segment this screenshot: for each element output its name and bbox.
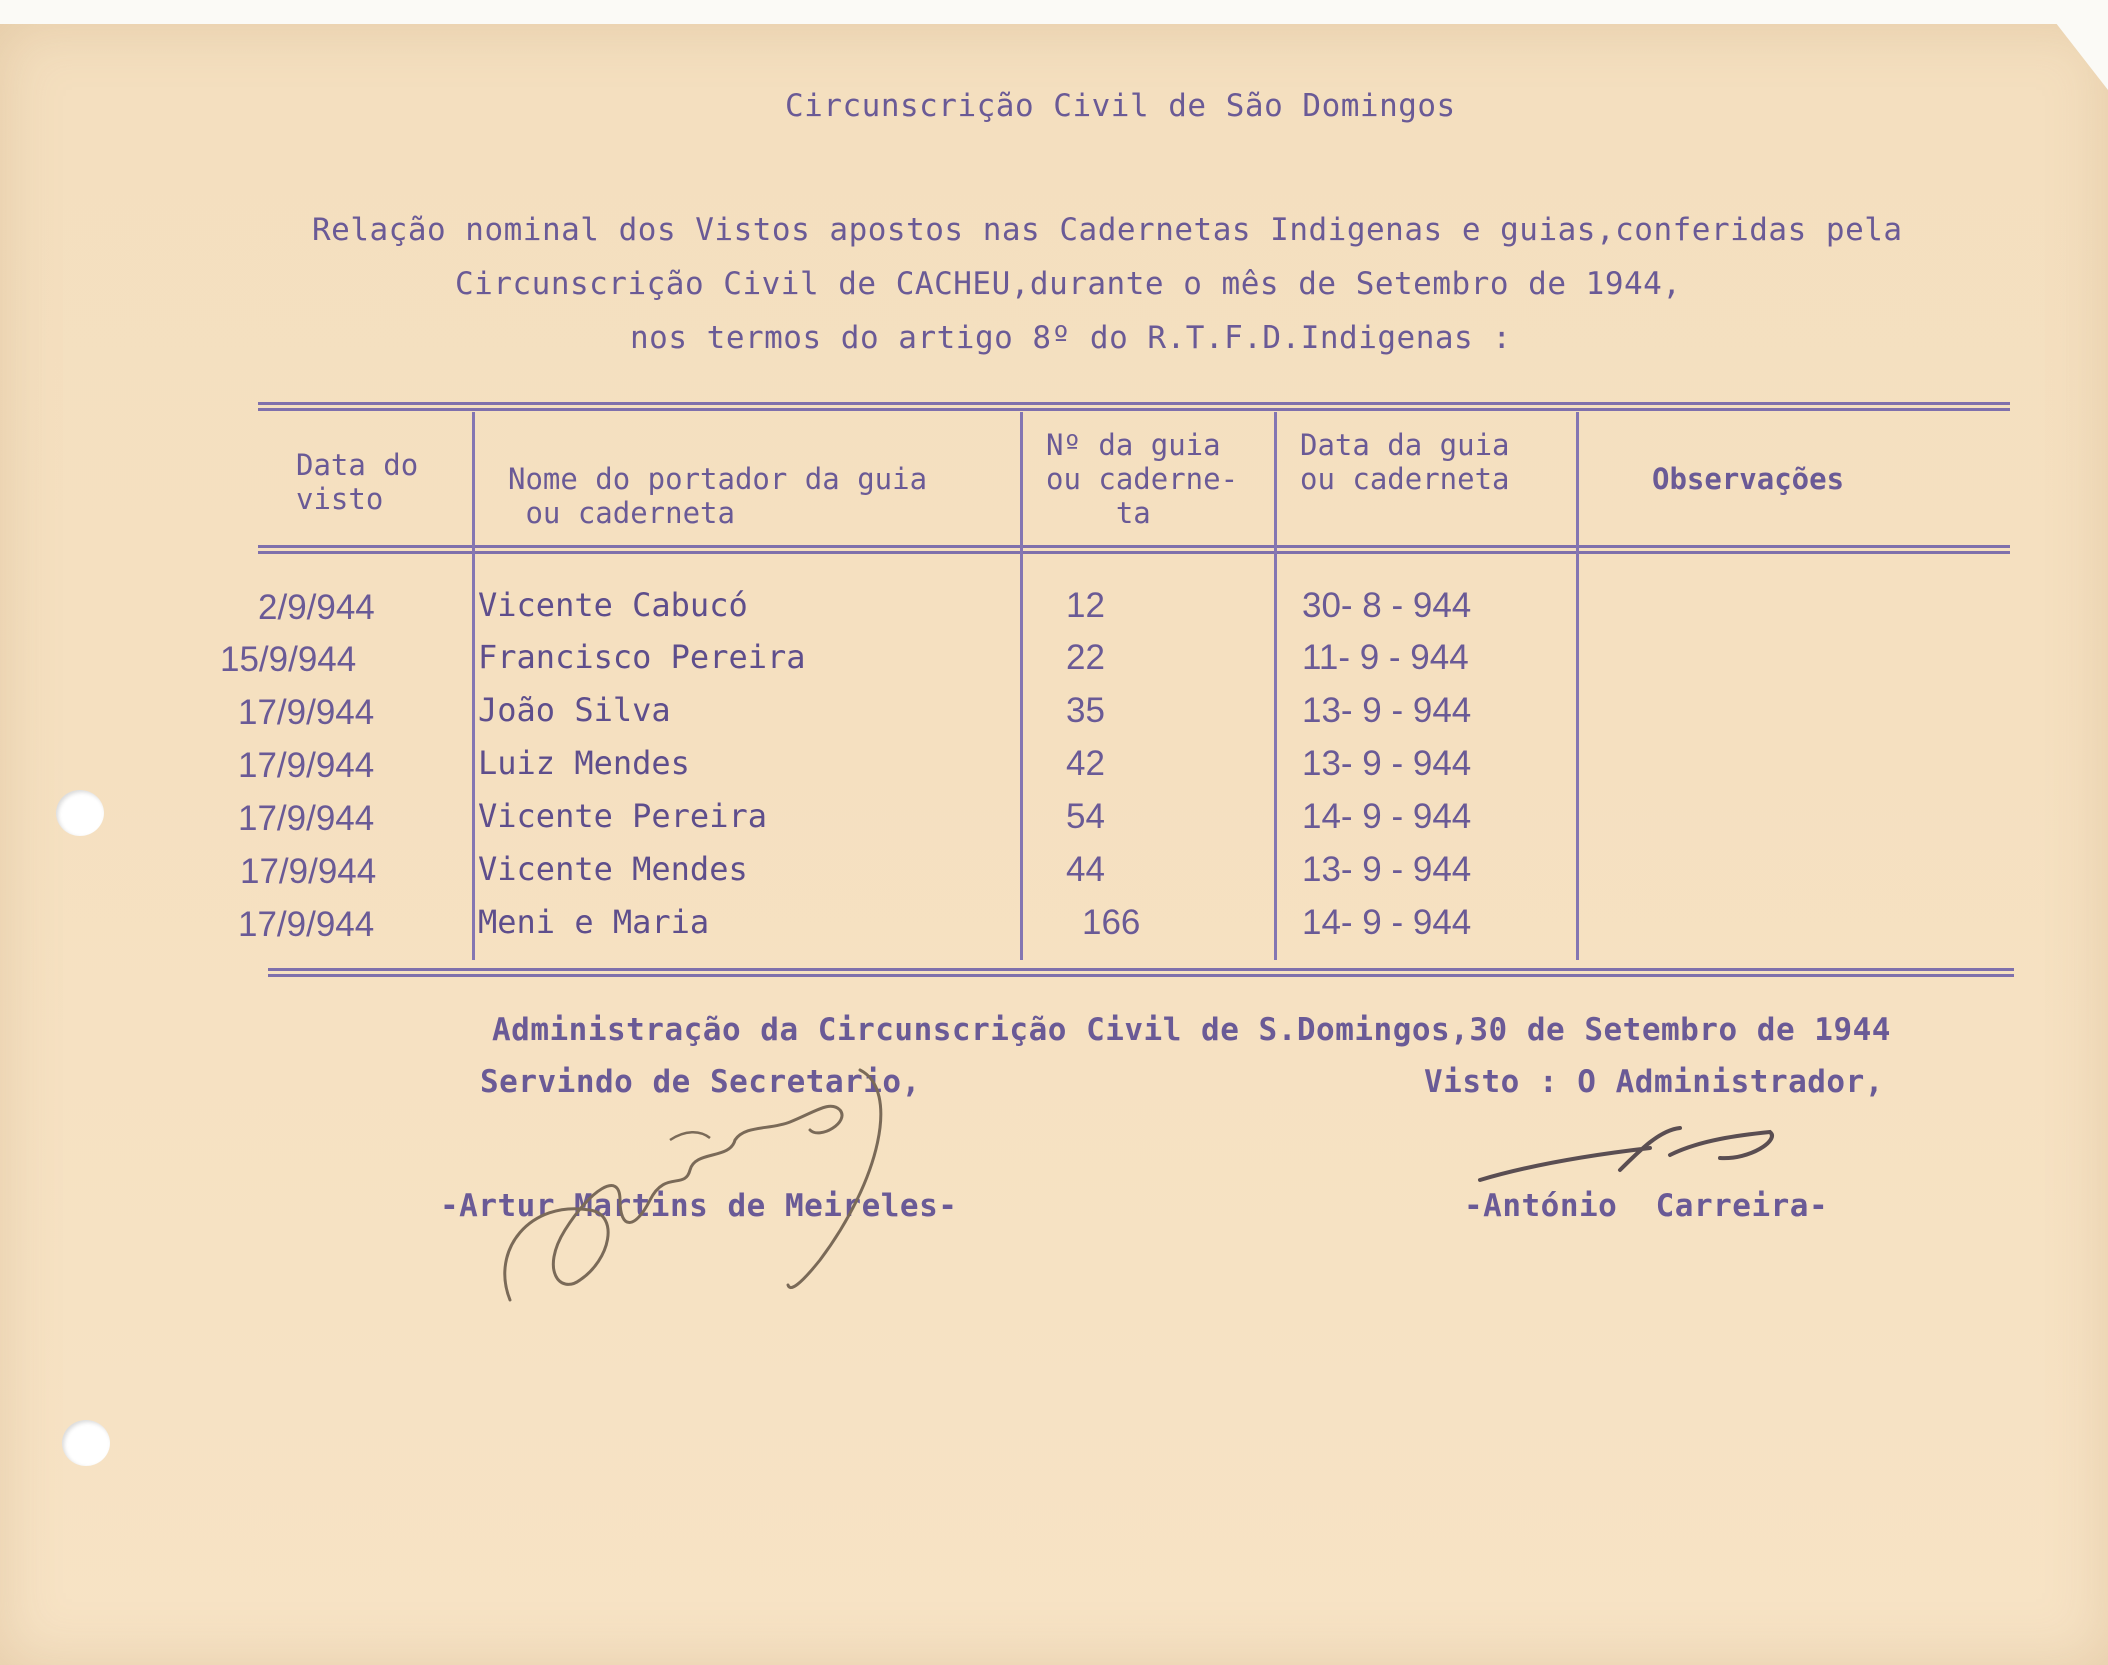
secretary-role: Servindo de Secretario, [480,1064,921,1100]
table-bottom-rule [268,968,2014,977]
cell-data-guia: 13- 9 - 944 [1302,691,1472,730]
cell-data-visto: 17/9/944 [238,693,375,732]
cell-nome: Francisco Pereira [478,638,806,676]
column-divider-2 [1020,412,1023,960]
cell-data-guia: 13- 9 - 944 [1302,744,1472,783]
cell-data-guia: 13- 9 - 944 [1302,850,1472,889]
punch-hole-upper [56,790,104,836]
cell-data-visto: 15/9/944 [220,640,357,679]
cell-data-guia: 14- 9 - 944 [1302,903,1472,942]
cell-numero: 35 [1066,691,1105,730]
cell-data-visto: 17/9/944 [238,905,375,944]
torn-corner [2038,0,2108,90]
punch-hole-lower [62,1420,110,1466]
administrator-role: Visto : O Administrador, [1424,1064,1884,1100]
administrator-signature [1470,1110,1800,1200]
column-header-observacoes: Observações [1652,462,1845,496]
intro-line-3: nos termos do artigo 8º do R.T.F.D.Indigenas : [630,320,1512,356]
cell-numero: 54 [1066,797,1105,836]
intro-line-1: Relação nominal dos Vistos apostos nas Cadernetas Indigenas e guias,conferidas pela [312,212,1903,248]
cell-nome: Vicente Mendes [478,850,748,888]
cell-numero: 12 [1066,586,1105,625]
column-divider-4 [1576,412,1579,960]
cell-data-guia: 14- 9 - 944 [1302,797,1472,836]
scan-top-margin [0,0,2108,24]
secretary-signature [470,1030,1050,1330]
cell-numero: 166 [1082,903,1141,942]
cell-nome: Vicente Cabucó [478,586,748,624]
secretary-name: -Artur Martins de Meireles- [440,1188,958,1224]
cell-data-visto: 17/9/944 [238,799,375,838]
cell-nome: Vicente Pereira [478,797,767,835]
table-top-rule [258,402,2010,411]
column-header-nome: Nome do portador da guia ou caderneta [508,462,928,530]
cell-data-guia: 11- 9 - 944 [1302,638,1469,677]
document-title: Circunscrição Civil de São Domingos [785,88,1456,124]
cell-numero: 22 [1066,638,1105,677]
cell-data-guia: 30- 8 - 944 [1302,586,1472,625]
cell-numero: 44 [1066,850,1105,889]
column-header-data-guia: Data da guia ou caderneta [1300,428,1510,496]
cell-data-visto: 17/9/944 [240,852,377,891]
column-divider-1 [472,412,475,960]
table-header-rule [258,545,2010,554]
cell-nome: João Silva [478,691,671,729]
column-header-data-visto: Data do visto [296,448,419,516]
place-and-date: Administração da Circunscrição Civil de S.Domingos,30 de Setembro de 1944 [492,1012,1891,1048]
column-header-numero: Nº da guia ou caderne- ta [1046,428,1239,530]
cell-numero: 42 [1066,744,1105,783]
administrator-name: -António Carreira- [1464,1188,1829,1224]
cell-nome: Luiz Mendes [478,744,690,782]
cell-data-visto: 17/9/944 [238,746,375,785]
column-divider-3 [1274,412,1277,960]
cell-nome: Meni e Maria [478,903,710,941]
intro-line-2: Circunscrição Civil de CACHEU,durante o mês de Setembro de 1944, [455,266,1682,302]
cell-data-visto: 2/9/944 [258,588,375,627]
